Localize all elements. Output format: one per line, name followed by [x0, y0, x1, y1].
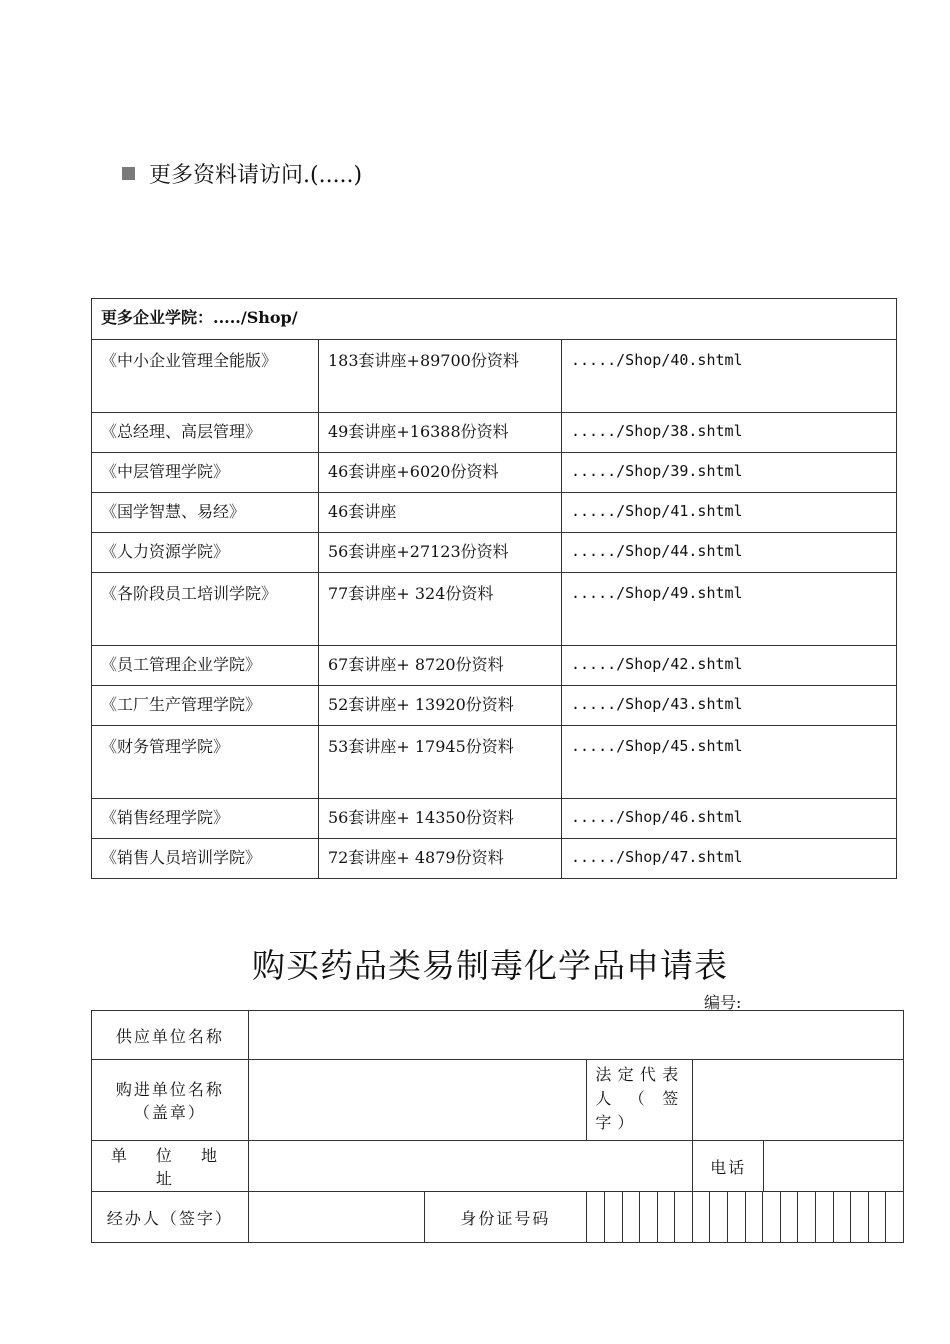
row-name: 《国学智慧、易经》	[92, 493, 319, 533]
form-number-label: 编号:	[704, 993, 742, 1012]
row-link[interactable]: ...../Shop/42.shtml	[562, 646, 897, 686]
row-link[interactable]: ...../Shop/40.shtml	[562, 340, 897, 413]
id-label: 身份证号码	[424, 1192, 587, 1243]
table-row	[92, 533, 897, 573]
row-name: 《中小企业管理全能版》	[92, 340, 319, 413]
row-name: 《财务管理学院》	[92, 726, 319, 799]
note-text: 更多资料请访问.(.....)	[149, 163, 363, 188]
more-info-note	[122, 158, 362, 189]
row-name: 《工厂生产管理学院》	[92, 686, 319, 726]
row-name: 《销售人员培训学院》	[92, 839, 319, 879]
row-desc: 183套讲座+89700份资料	[319, 340, 562, 413]
application-form	[91, 1010, 904, 1243]
row-desc: 72套讲座+ 4879份资料	[319, 839, 562, 879]
handler-field[interactable]	[248, 1192, 424, 1243]
row-desc: 77套讲座+ 324份资料	[319, 573, 562, 646]
table-row	[92, 839, 897, 879]
row-link[interactable]: ...../Shop/38.shtml	[562, 413, 897, 453]
row-desc: 67套讲座+ 8720份资料	[319, 646, 562, 686]
buyer-label-line-2: （盖章）	[133, 1103, 206, 1122]
row-desc: 53套讲座+ 17945份资料	[319, 726, 562, 799]
buyer-label-line-1: 购进单位名称	[115, 1080, 224, 1099]
row-name: 《总经理、高层管理》	[92, 413, 319, 453]
buyer-label	[92, 1060, 249, 1141]
row-desc: 56套讲座+ 14350份资料	[319, 799, 562, 839]
table-row	[92, 573, 897, 646]
table-row	[92, 726, 897, 799]
row-desc: 46套讲座+6020份资料	[319, 453, 562, 493]
supplier-label: 供应单位名称	[92, 1011, 249, 1060]
row-name: 《员工管理企业学院》	[92, 646, 319, 686]
square-bullet-icon	[122, 167, 135, 180]
row-link[interactable]: ...../Shop/46.shtml	[562, 799, 897, 839]
row-link[interactable]: ...../Shop/47.shtml	[562, 839, 897, 879]
row-name: 《中层管理学院》	[92, 453, 319, 493]
form-title: 购买药品类易制毒化学品申请表	[252, 946, 728, 985]
row-link[interactable]: ...../Shop/43.shtml	[562, 686, 897, 726]
row-desc: 56套讲座+27123份资料	[319, 533, 562, 573]
academy-links-table	[91, 298, 897, 879]
row-link[interactable]: ...../Shop/41.shtml	[562, 493, 897, 533]
legal-rep-field[interactable]	[693, 1060, 904, 1141]
supplier-field[interactable]	[248, 1011, 903, 1060]
id-digit-cells	[587, 1192, 903, 1242]
table-row	[92, 413, 897, 453]
row-link[interactable]: ...../Shop/39.shtml	[562, 453, 897, 493]
table-row	[92, 646, 897, 686]
buyer-field[interactable]	[248, 1060, 587, 1141]
row-name: 《销售经理学院》	[92, 799, 319, 839]
row-link[interactable]: ...../Shop/45.shtml	[562, 726, 897, 799]
legal-rep-label: 法定代表人（签字）	[587, 1060, 693, 1141]
table-row	[92, 799, 897, 839]
table-row	[92, 686, 897, 726]
row-link[interactable]: ...../Shop/44.shtml	[562, 533, 897, 573]
row-name: 《人力资源学院》	[92, 533, 319, 573]
table-row	[92, 340, 897, 413]
table-row	[92, 493, 897, 533]
address-label: 单 位 地 址	[92, 1141, 249, 1192]
row-link[interactable]: ...../Shop/49.shtml	[562, 573, 897, 646]
address-field[interactable]	[248, 1141, 692, 1192]
phone-label: 电话	[693, 1141, 764, 1192]
row-desc: 49套讲座+16388份资料	[319, 413, 562, 453]
row-desc: 52套讲座+ 13920份资料	[319, 686, 562, 726]
row-name: 《各阶段员工培训学院》	[92, 573, 319, 646]
phone-field[interactable]	[764, 1141, 904, 1192]
row-desc: 46套讲座	[319, 493, 562, 533]
id-number-field[interactable]	[587, 1192, 904, 1243]
table-header: 更多企业学院：...../Shop/	[92, 299, 897, 340]
handler-label: 经办人（签字）	[92, 1192, 249, 1243]
table-row	[92, 453, 897, 493]
